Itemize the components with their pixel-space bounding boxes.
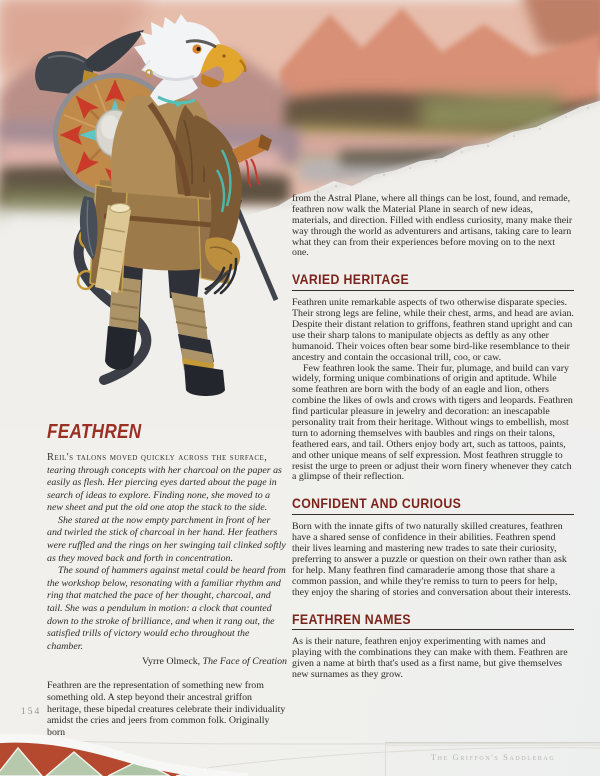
banner-inner-line — [386, 745, 600, 746]
left-column — [47, 421, 287, 739]
intro-paragraph: Feathren are the representation of something new from something old. A step beyond their ancestral griffon heritage, these bipedal creatures celebrate their individuality amidst the cries and jeers from common folk. Originally born — [47, 680, 286, 738]
attribution-work: The Face of Creation — [202, 656, 287, 668]
body-paragraph: As is their nature, feathren enjoy experimenting with names and playing with the combinations they can make with them. Feathren are given a name at birth that's used as a first name, but give themselves new surnames as they grow. — [292, 636, 568, 681]
body-paragraph: Feathren unite remarkable aspects of two otherwise disparate species. Their strong legs are feline, while their chest, arms, and head are avian. Despite their distant relation to griffons, feathren stand upright and can use their sharp talons to manipulate objects as deftly as any other humanoid. Their voices often bear some bird-like resemblance to their ancestry and contain the occasional trill, coo, or caw. — [292, 297, 574, 363]
flavor-paragraph: She stared at the now empty parchment in front of her and twirled the stick of charcoal in her hand. Her feathers were ruffled and the rings on her swinging tail clinked softly as they moved back and forth in concentration. — [47, 514, 286, 564]
attribution-name: Vyrre Olmeck, — [142, 656, 201, 668]
footer-brand-banner — [385, 742, 600, 776]
heading-rule — [292, 514, 574, 515]
flavor-lead-small-caps: Reil's talons moved quickly across the surface, — [47, 452, 268, 463]
section-heading-feathren-names — [292, 612, 574, 631]
section-heading-confident-and-curious — [292, 496, 574, 515]
section-heading-text: CONFIDENT AND CURIOUS — [292, 495, 462, 512]
body-paragraph: from the Astral Plane, where all things can be lost, found, and remade, feathren now walk the Material Plane in search of new ideas, materials, and direction. Filled with endless curiosity, many make their way through the world as adventurers and artisans, taking care to learn what they can from their experiences before moving on to the next one. — [292, 193, 573, 259]
body-paragraph: Few feathren look the same. Their fur, plumage, and build can vary widely, forming unique combinations of origin and aptitude. While some feathren are born with the body of an eagle and lion, others combine the likes of owls and crows with tigers and leopards. Feathren find particular pleasure in jewelry and decoration: an inescapable personality trait from their heritage. Without wings to embellish, most turn to adorning themselves with baubles and rings on their talons, feathered ears, and tail. Others enjoy body art, such as tattoos, paints, and other unique means of self expression. Most feathren struggle to resist the urge to preen or adjust their worn finery whenever they catch a glimpse of their reflection. — [292, 362, 573, 483]
flavor-paragraph: The sound of hammers against metal could be heard from the workshop below, resonating with a familiar rhythm and ring that matched the pace of her thought, charcoal, and tail. She was a pendulum in motion: a clock that counted down to the stroke of brilliance, and when it rang out, the satisfied trills of victory would echo throughout the chamber. — [47, 565, 286, 652]
heading-rule — [292, 629, 574, 630]
page-number: 154 — [21, 707, 42, 717]
heading-rule — [292, 290, 574, 291]
flavor-paragraph — [47, 451, 287, 515]
right-column — [292, 194, 574, 681]
section-heading-varied-heritage — [292, 272, 574, 291]
body-paragraph: Born with the innate gifts of two naturally skilled creatures, feathren have a shared sense of confidence in their abilities. Feathren spend their lives learning and mastering new trades to sate their curiosity, preferring to answer a puzzle or question on their own rather than ask for help. Many feathren find camaraderie among those that share a common passion, and while they're remiss to turn to peers for help, they enjoy the sharing of stories and conversation about their interests. — [292, 521, 571, 598]
flavor-text: tearing through concepts with her charcoal on the paper as easily as flesh. Her piercing eyes darted about the page in search of ideas to explore. Finding none, she moved to a new sheet and put the old one atop the stack to the side. — [47, 464, 282, 514]
page-title: FEATHREN — [47, 421, 142, 443]
footer-brand-text: The Griffon's Saddlebag — [430, 752, 556, 762]
attribution — [47, 656, 287, 667]
section-heading-text: FEATHREN NAMES — [292, 610, 412, 627]
section-heading-text: VARIED HERITAGE — [292, 271, 410, 288]
